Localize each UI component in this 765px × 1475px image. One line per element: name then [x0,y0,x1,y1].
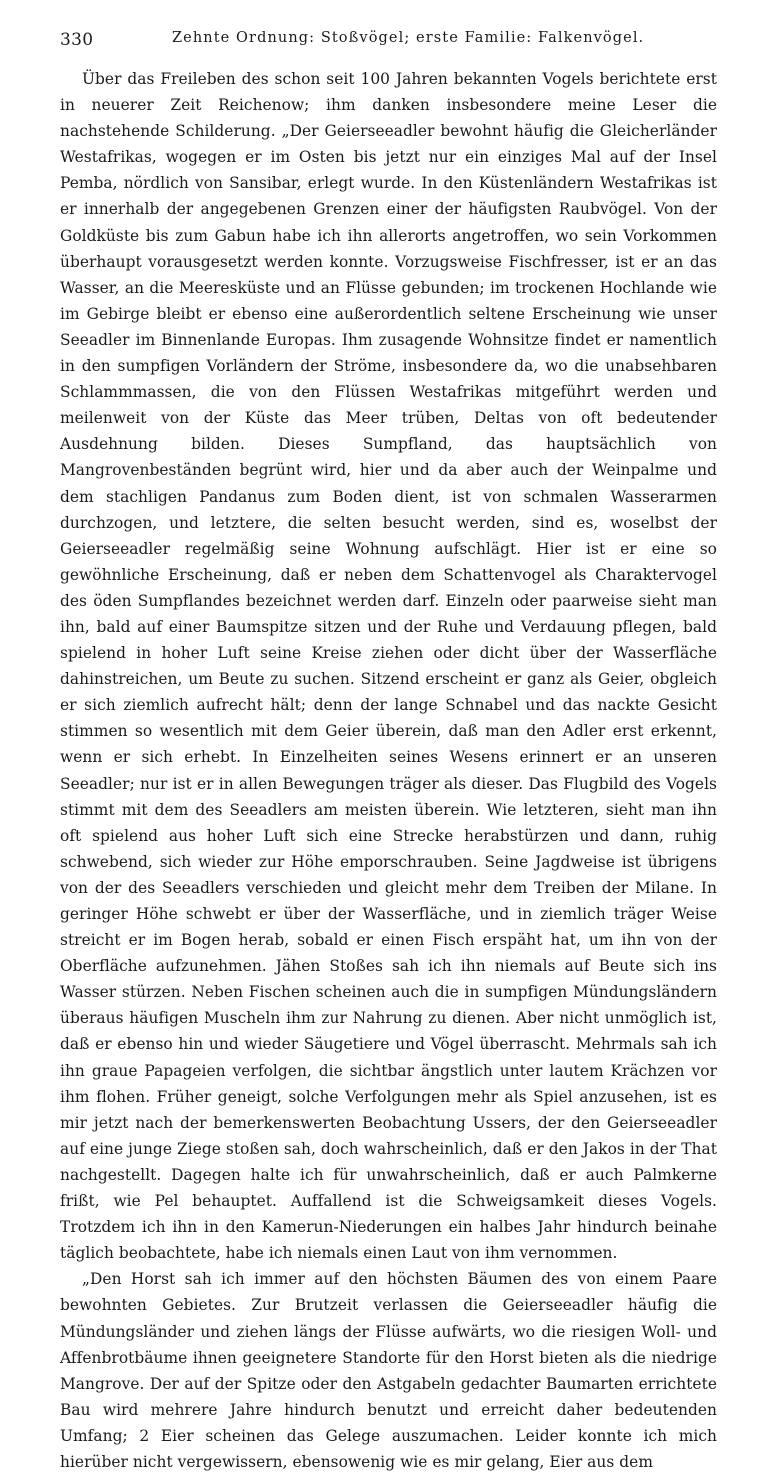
text-body [60,66,717,1475]
running-title: Zehnte Ordnung: Stoßvögel; erste Familie: Falkenvögel. [172,30,645,46]
page-number: 330 [60,30,94,50]
paragraph-2: „Den Horst sah ich immer auf den höchsten Bäumen des von einem Paare bewohnten Gebietes. Zur Brutzeit verlassen die Geierseeadler häufig die Mündungsländer und ziehen längs der Flüsse aufwärts, wo die riesigen Woll- und Affenbrotbäume ihnen geeignetere Standorte für den Horst bieten als die niedrige Mangrove. Der auf der Spitze oder den Astgabeln gedachter Baumarten errichtete Bau wird mehrere Jahre hindurch benutzt und erreicht daher bedeutenden Umfang; 2 Eier scheinen das Gelege auszumachen. Leider konnte ich mich hierüber nicht vergewissern, ebensowenig wie es mir gelang, Eier aus dem [60,1270,717,1471]
paragraph-1: Über das Freileben des schon seit 100 Jahren bekannten Vogels berichtete erst in neuerer Zeit Reichenow; ihm danken insbesondere meine Leser die nachstehende Schilderung. „Der Geierseeadler bewohnt häufig die Gleicherländer Westafrikas, wogegen er im Osten bis jetzt nur ein einziges Mal auf der Insel Pemba, nördlich von Sansibar, erlegt wurde. In den Küstenländern Westafrikas ist er innerhalb der angegebenen Grenzen einer der häufigsten Raubvögel. Von der Goldküste bis zum Gabun habe ich ihn allerorts angetroffen, wo sein Vorkommen überhaupt vorausgesetzt werden konnte. Vorzugsweise Fischfresser, ist er an das Wasser, an die Meeresküste und an Flüsse gebunden; im trockenen Hochlande wie im Gebirge bleibt er ebenso eine außerordentlich seltene Erscheinung wie unser Seeadler im Binnenlande Europas. Ihm zusagende Wohnsitze findet er namentlich in den sumpfigen Vorländern der Ströme, insbesondere da, wo die unabsehbaren Schlammmassen, die von den Flüssen Westafrikas mitgeführt werden und meilenweit von der Küste das Meer trüben, Deltas von oft bedeutender Ausdehnung bilden. Dieses Sumpfland, das hauptsächlich von Mangrovenbeständen begrünt wird, hier und da aber auch der Weinpalme und dem stachligen Pandanus zum Boden dient, ist von schmalen Wasserarmen durchzogen, und letztere, die selten besucht werden, sind es, woselbst der Geierseeadler regelmäßig seine Wohnung aufschlägt. Hier ist er eine so gewöhnliche Erscheinung, daß er neben dem Schattenvogel als Charaktervogel des öden Sumpflandes bezeichnet werden darf. Einzeln oder paarweise sieht man ihn, bald auf einer Baumspitze sitzen und der Ruhe und Verdauung pflegen, bald spielend in hoher Luft seine Kreise ziehen oder dicht über der Wasserfläche dahinstreichen, um Beute zu suchen. Sitzend erscheint er ganz als Geier, obgleich er sich ziemlich aufrecht hält; denn der lange Schnabel und das nackte Gesicht stimmen so wesentlich mit dem Geier überein, daß man den Adler erst erkennt, wenn er sich erhebt. In Einzelheiten seines Wesens erinnert er an unseren Seeadler; nur ist er in allen Bewegungen träger als dieser. Das Flugbild des Vogels stimmt mit dem des Seeadlers am meisten überein. Wie letzteren, sieht man ihn oft spielend aus hoher Luft sich eine Strecke herabstürzen und dann, ruhig schwebend, sich wieder zur Höhe emporschrauben. Seine Jagdweise ist übrigens von der des Seeadlers verschieden und gleicht mehr dem Treiben der Milane. In geringer Höhe schwebt er über der Wasserfläche, und in ziemlich träger Weise streicht er im Bogen herab, sobald er einen Fisch erspäht hat, um ihn von der Oberfläche aufzunehmen. Jähen Stoßes sah ich ihn niemals auf Beute sich ins Wasser stürzen. Neben Fischen scheinen auch die in sumpfigen Mündungsländern überaus häufigen Muscheln ihm zur Nahrung zu dienen. Aber nicht unmöglich ist, daß er ebenso hin und wieder Säugetiere und Vögel überrascht. Mehrmals sah ich ihn graue Papageien verfolgen, die sichtbar ängstlich unter lautem Krächzen vor ihm flohen. Früher geneigt, solche Verfolgungen mehr als Spiel anzusehen, ist es mir jetzt nach der bemerkenswerten Beobachtung Ussers, der den Geierseeadler auf eine junge Ziege stoßen sah, doch wahrscheinlich, daß er den Jakos in der That nachgestellt. Dagegen halte ich für unwahrscheinlich, daß er auch Palmkerne frißt, wie Pel behauptet. Auffallend ist die Schweigsamkeit dieses Vogels. Trotzdem ich ihn in den Kamerun-Niederungen ein halbes Jahr hindurch beinahe täglich beobachtete, habe ich niemals einen Laut von ihm vernommen. [60,70,717,1263]
running-header [60,26,717,52]
